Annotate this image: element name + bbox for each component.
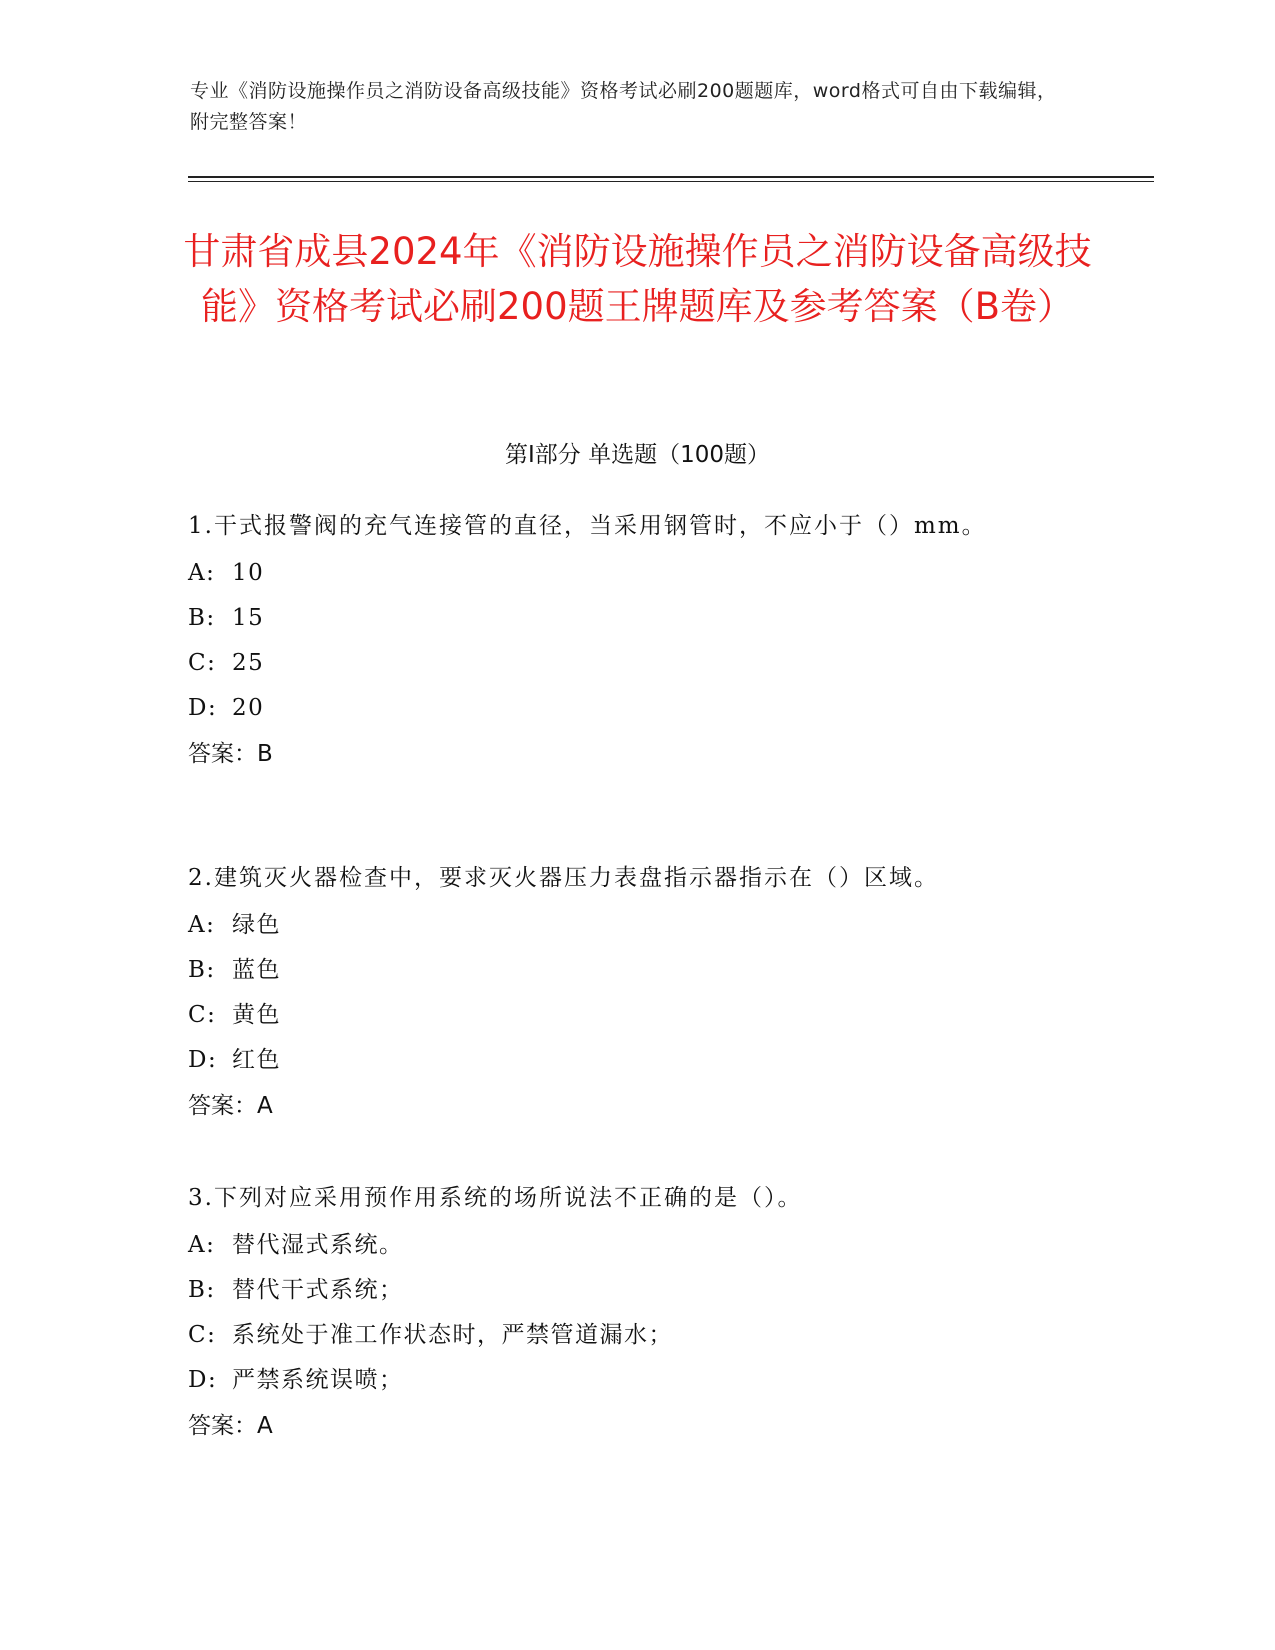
option-text: 系统处于准工作状态时，严禁管道漏水； [232,1322,673,1348]
option-key: C: [188,650,217,676]
question-stem: 3.下列对应采用预作用系统的场所说法不正确的是（）。 [188,1185,803,1211]
option-a [188,903,1068,948]
option-text: 替代干式系统； [232,1277,404,1303]
option-key: B: [188,1277,216,1303]
answer: 答案：B [188,741,273,767]
option-text: 10 [232,560,265,586]
option-key: A: [188,560,216,586]
header-note: 专业《消防设施操作员之消防设备高级技能》资格考试必刷200题题库，word格式可自由下载编辑，附完整答案！ [190,80,1057,133]
question-stem: 1.干式报警阀的充气连接管的直径，当采用钢管时，不应小于（）mm。 [188,513,987,539]
option-key: C: [188,1002,217,1028]
option-b [188,948,1068,993]
option-key: A: [188,912,216,938]
header-divider-thick [188,176,1154,178]
question-stem: 2.建筑灭火器检查中，要求灭火器压力表盘指示器指示在（）区域。 [188,865,939,891]
option-c [188,641,1068,686]
option-text: 严禁系统误喷； [232,1367,404,1393]
option-c [188,1313,1068,1358]
header-divider-thin [188,181,1154,182]
option-key: D: [188,695,218,721]
option-text: 绿色 [232,912,281,938]
option-text: 红色 [232,1047,281,1073]
option-text: 20 [232,695,265,721]
option-d [188,1038,1068,1083]
document-title: 甘肃省成县2024年《消防设施操作员之消防设备高级技能》资格考试必刷200题王牌题库及参考答案（B卷） [183,230,1092,328]
option-d [188,1358,1068,1403]
question-3 [188,1174,1068,1449]
section-title: 第Ⅰ部分 单选题（100题） [505,442,770,468]
answer: 答案：A [188,1413,273,1439]
question-1 [188,502,1068,777]
option-a [188,551,1068,596]
option-key: B: [188,957,216,983]
option-d [188,686,1068,731]
option-b [188,1268,1068,1313]
option-b [188,596,1068,641]
option-key: D: [188,1047,218,1073]
option-text: 黄色 [232,1002,281,1028]
option-key: C: [188,1322,217,1348]
option-text: 15 [232,605,265,631]
question-2 [188,854,1068,1129]
option-text: 25 [232,650,265,676]
option-key: D: [188,1367,218,1393]
answer: 答案：A [188,1093,273,1119]
option-text: 蓝色 [232,957,281,983]
option-c [188,993,1068,1038]
option-text: 替代湿式系统。 [232,1232,404,1258]
option-a [188,1223,1068,1268]
option-key: A: [188,1232,216,1258]
option-key: B: [188,605,216,631]
